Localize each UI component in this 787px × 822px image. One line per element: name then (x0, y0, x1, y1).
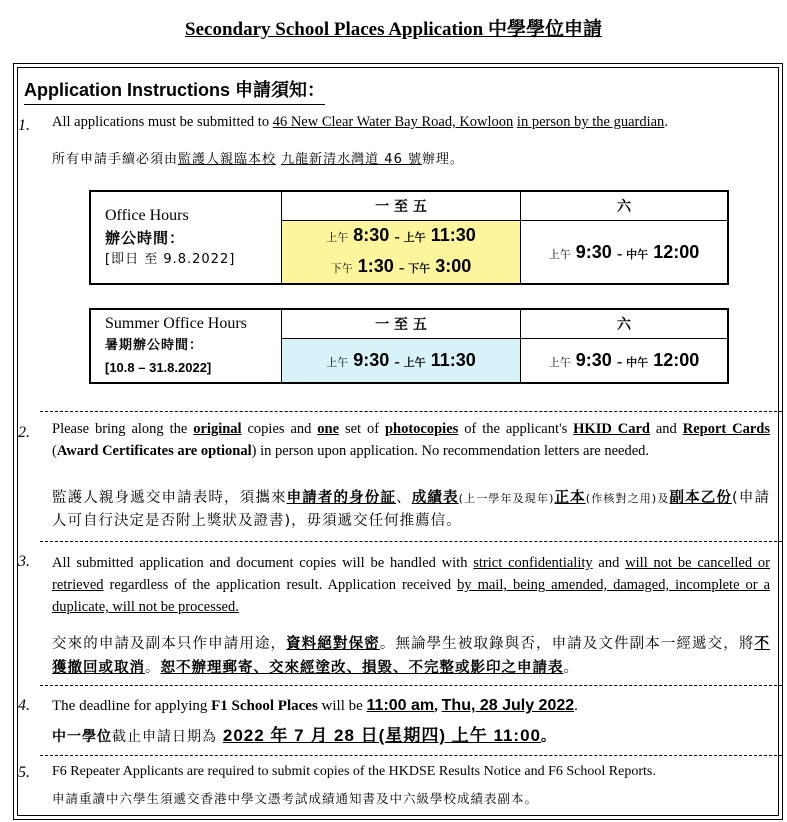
summer-hours-table (89, 308, 729, 384)
weekday-header: 一 至 五 (282, 191, 521, 221)
summer-saturday-hours: 上午 9:30 – 中午 12:00 (521, 339, 729, 384)
section-2-english: Please bring along the original copies and one set of photocopies of the applicant's HKID Card and Report Cards (Award Certificates are optional) in person upon application. No recommendation letters are needed. (52, 421, 770, 459)
page-title: Secondary School Places Application 中學學位申請 (185, 19, 602, 40)
office-hours-label: Office Hours 辦公時間： [即日 至 9.8.2022] (90, 191, 282, 284)
office-hours-table (89, 190, 729, 285)
section-number-1: 1. (18, 117, 30, 134)
section-number-2: 2. (18, 424, 30, 441)
summer-weekday-hours: 上午 9:30 – 上午 11:30 (282, 339, 521, 384)
instructions-heading: Application Instructions 申請須知： (24, 76, 325, 105)
section-1-chinese: 所有申請手續必須由監護人親臨本校 九龍新清水灣道 46 號辦理。 (52, 152, 464, 167)
section-5-chinese: 申請重讀中六學生須遞交香港中學文憑考試成績通知書及中六級學校成績表副本。 (52, 791, 539, 806)
section-number-3: 3. (18, 553, 30, 570)
section-number-4: 4. (18, 697, 30, 714)
summer-saturday-header: 六 (521, 309, 729, 339)
section-number-5: 5. (18, 764, 30, 781)
separator (40, 685, 782, 686)
summer-weekday-header: 一 至 五 (282, 309, 521, 339)
section-4-chinese: 中一學位截止申請日期為 2022 年 7 月 28 日(星期四) 上午 11:00。 (52, 726, 556, 745)
section-5-english: F6 Repeater Applicants are required to submit copies of the HKDSE Results Notice and F6 School Reports. (52, 764, 656, 779)
saturday-header: 六 (521, 191, 729, 221)
section-3-english: All submitted application and document copies will be handled with strict confidentiality and will not be cancelled or retrieved regardless of the application result. Application received by mail, being amended, damaged, incomplete or a duplicate, will not be processed. (52, 555, 771, 615)
summer-hours-label: Summer Office Hours 暑期辦公時間： [10.8 – 31.8.2022] (90, 309, 282, 383)
section-4-english: The deadline for applying F1 School Places will be 11:00 am, Thu, 28 July 2022. (52, 697, 578, 714)
saturday-hours: 上午 9:30 – 中午 12:00 (521, 221, 729, 285)
weekday-hours: 上午 8:30 – 上午 11:30 下午 1:30 – 下午 3:00 (282, 221, 521, 285)
separator (40, 541, 782, 542)
section-1-english: All applications must be submitted to 46 New Clear Water Bay Road, Kowloon in person by the guardian. (52, 114, 668, 130)
separator (40, 411, 782, 412)
section-2-chinese: 監護人親身遞交申請表時，須攜來申請者的身份証、成績表(上一學年及現年)正本(作核對之用)及副本乙份(申請人可自行決定是否附上獎狀及證書)，毋須遞交任何推薦信。 (52, 490, 770, 529)
section-3-chinese: 交來的申請及副本只作申請用途，資料絕對保密。無論學生被取錄與否，申請及文件副本一經遞交，將不獲撤回或取消。恕不辦理郵寄、交來經塗改、損毀、不完整或影印之申請表。 (52, 636, 771, 676)
separator (40, 755, 782, 756)
